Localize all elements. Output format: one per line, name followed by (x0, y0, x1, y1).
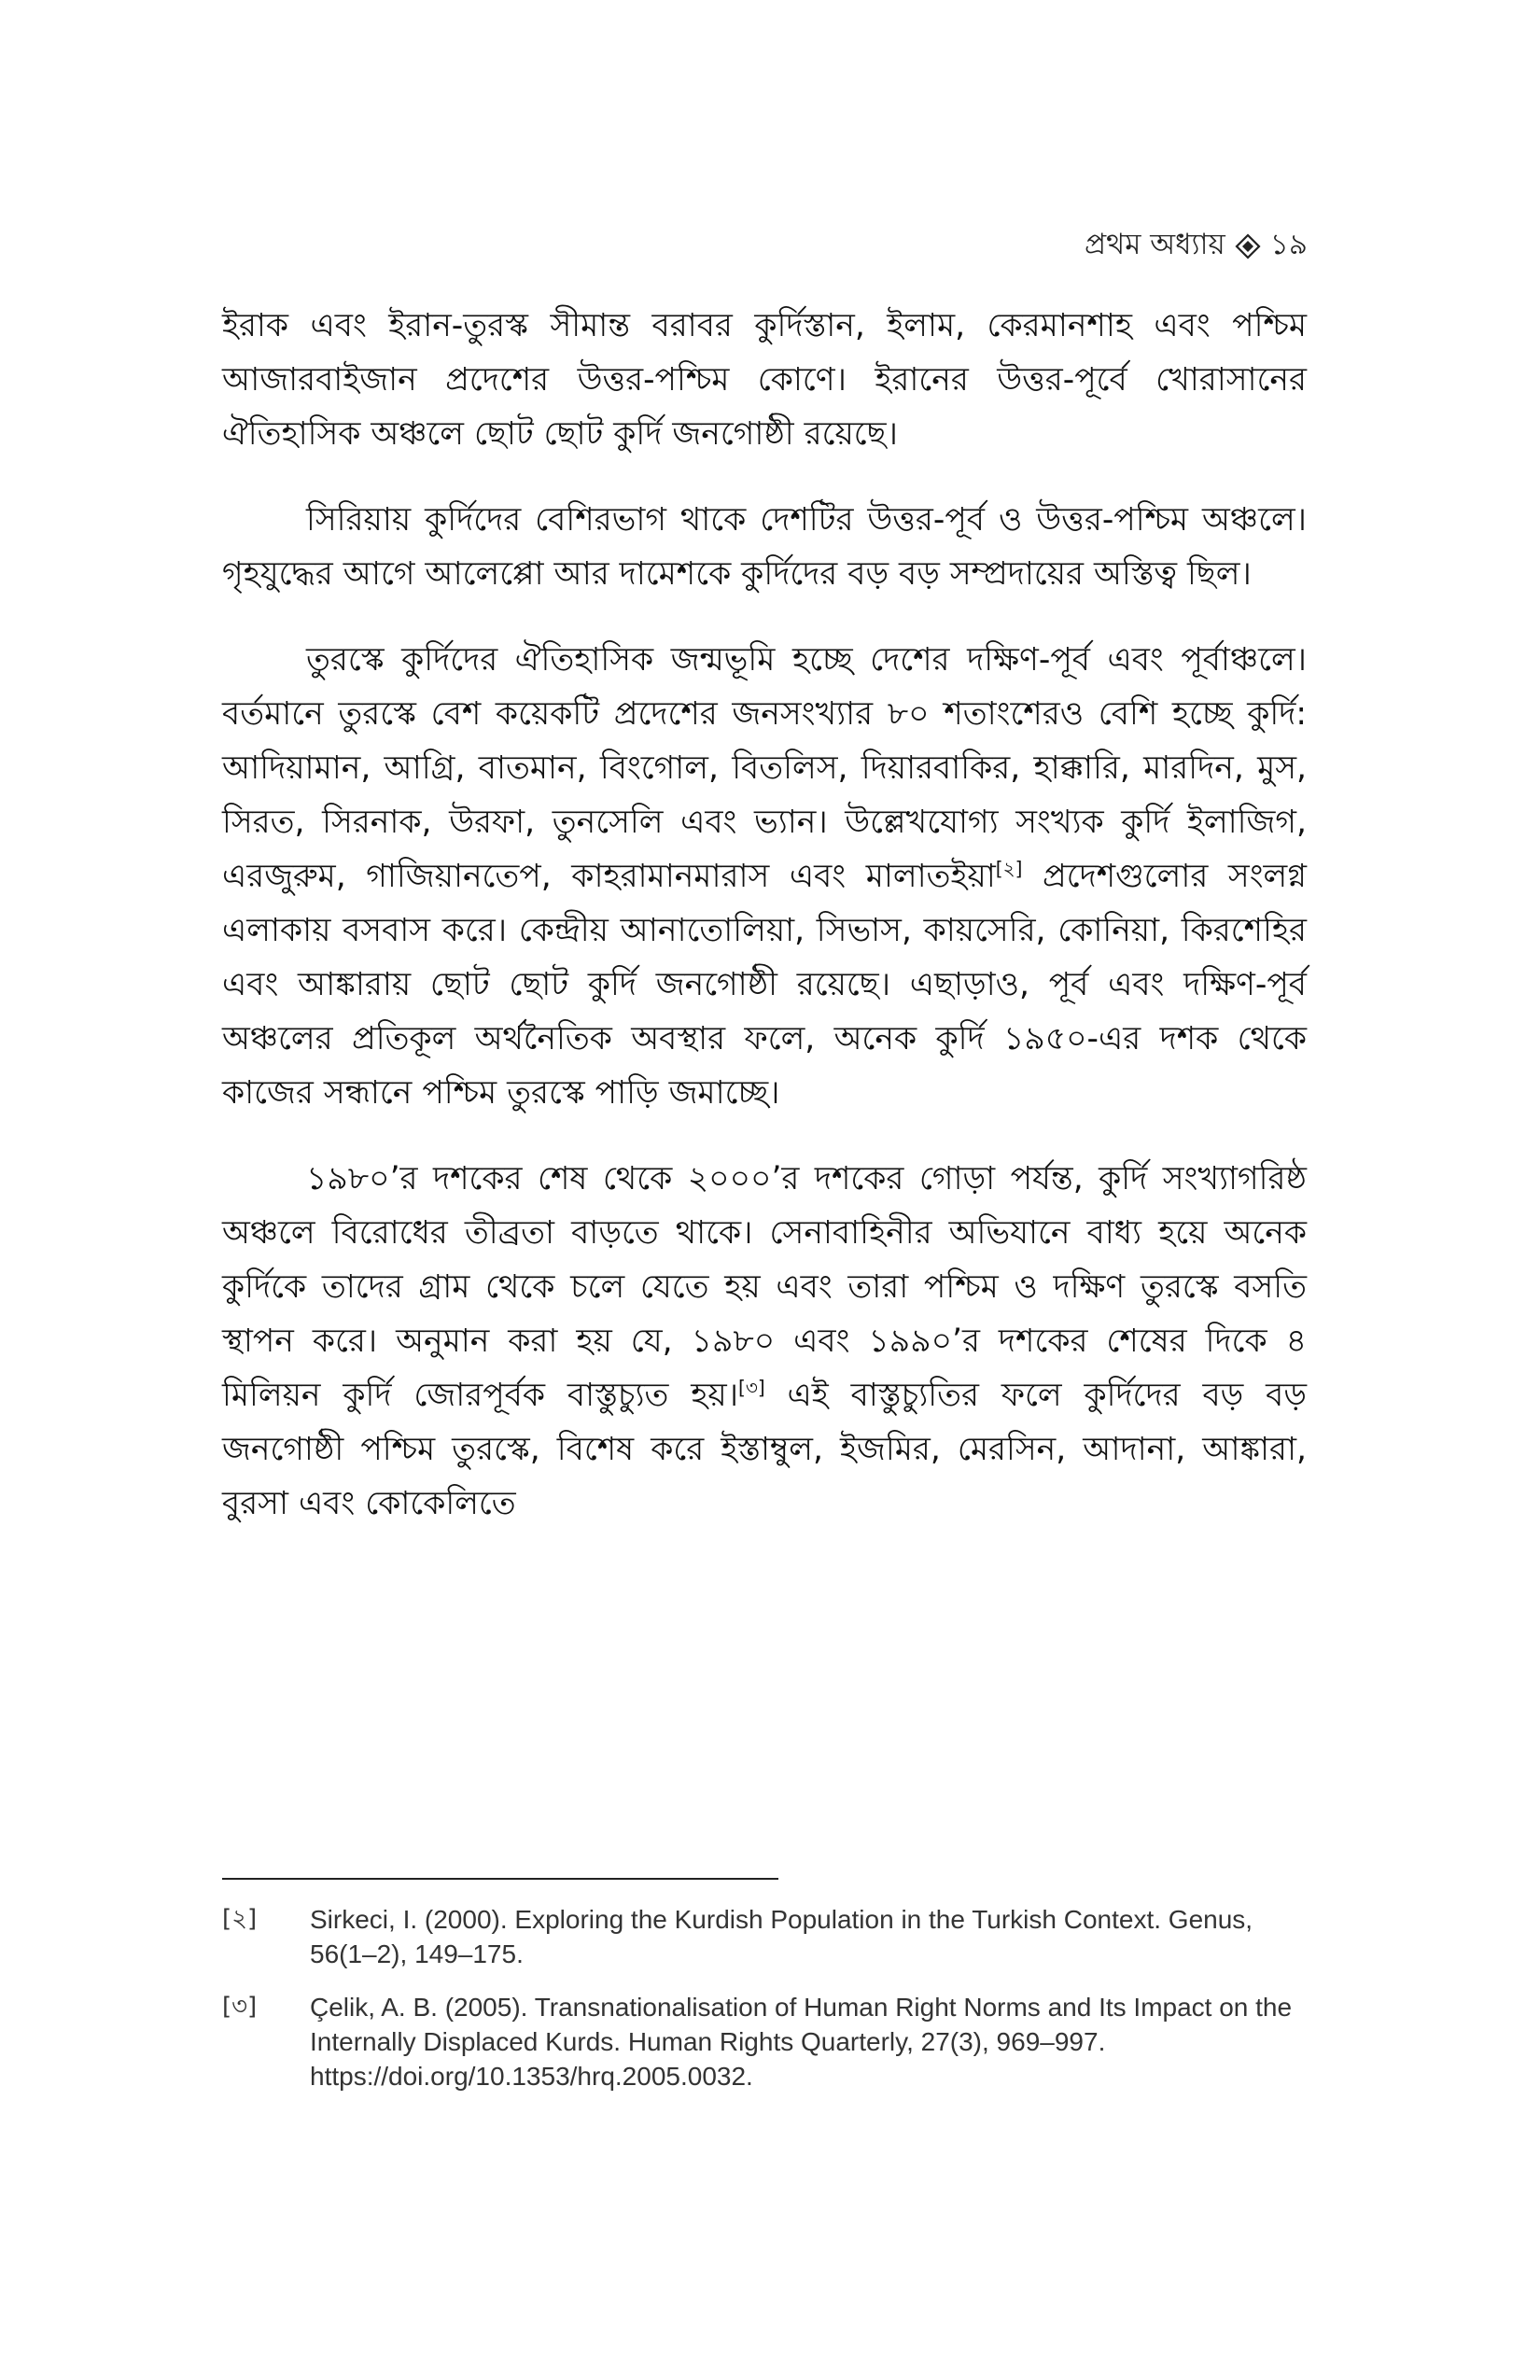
paragraph-text: প্রদেশগুলোর সংলগ্ন এলাকায় বসবাস করে। কেন্দ্রীয় আনাতোলিয়া, সিভাস, কায়সেরি, কোনিয়া, কিরশেহির এবং আঙ্কারায় ছোট ছোট কুর্দি জনগোষ্ঠী রয়েছে। এছাড়াও, পূর্ব এবং দক্ষিণ-পূর্ব অঞ্চলের প্রতিকূল অর্থনৈতিক অবস্থার ফলে, অনেক কুর্দি ১৯৫০-এর দশক থেকে কাজের সন্ধানে পশ্চিম তুরস্কে পাড়ি জমাচ্ছে। (222, 858, 1307, 1112)
chapter-title: প্রথম অধ্যায় (1085, 228, 1225, 261)
running-head (1085, 222, 1308, 271)
footnote (222, 1990, 1307, 2093)
footnote-marker: [২] (222, 1905, 258, 1933)
footnote-marker: [৩] (222, 1993, 258, 2021)
footnotes (222, 1902, 1307, 2112)
footnote-text: Sirkeci, I. (2000). Exploring the Kurdish Population in the Turkish Context. Genus, 56(1–2), 149–175. (310, 1905, 1253, 1968)
paragraph (222, 1152, 1307, 1531)
paragraph-text: এই বাস্তুচ্যুতির ফলে কুর্দিদের বড় বড় জনগোষ্ঠী পশ্চিম তুরস্কে, বিশেষ করে ইস্তাম্বুল, ইজমির, মেরসিন, আদানা, আঙ্কারা, বুরসা এবং কোকেলিতে (222, 1377, 1307, 1522)
paragraph-text: তুরস্কে কুর্দিদের ঐতিহাসিক জন্মভূমি হচ্ছে দেশের দক্ষিণ-পূর্ব এবং পূর্বাঞ্চলে। বর্তমানে তুরস্কে বেশ কয়েকটি প্রদেশের জনসংখ্যার ৮০ শতাংশেরও বেশি হচ্ছে কুর্দি: আদিয়ামান, আগ্রি, বাতমান, বিংগোল, বিতলিস, দিয়ারবাকির, হাক্কারি, মারদিন, মুস, সিরত, সিরনাক, উরফা, তুনসেলি এবং ভ্যান। উল্লেখযোগ্য সংখ্যক কুর্দি ইলাজিগ, এরজুরুম, গাজিয়ানতেপ, কাহরামানমারাস এবং মালাতইয়া (222, 641, 1307, 895)
paragraph: ইরাক এবং ইরান-তুরস্ক সীমান্ত বরাবর কুর্দিস্তান, ইলাম, কেরমানশাহ এবং পশ্চিম আজারবাইজান প্রদেশের উত্তর-পশ্চিম কোণে। ইরানের উত্তর-পূর্বে খোরাসানের ঐতিহাসিক অঞ্চলে ছোট ছোট কুর্দি জনগোষ্ঠী রয়েছে। (222, 307, 1307, 453)
page-number: ১৯ (1269, 228, 1308, 261)
footnote-ref[interactable]: [৩] (738, 1376, 765, 1399)
paragraph (222, 633, 1307, 1120)
footnote-text: Çelik, A. B. (2005). Transnationalisation of Human Right Norms and Its Impact on the Internally Displaced Kurds. Human Rights Quarterly, 27(3), 969–997. https://doi.org/10.1353/hrq.2005.0032. (310, 1993, 1293, 2091)
paragraph: সিরিয়ায় কুর্দিদের বেশিরভাগ থাকে দেশটির উত্তর-পূর্ব ও উত্তর-পশ্চিম অঞ্চলে। গৃহযুদ্ধের আগে আলেপ্পো আর দামেশকে কুর্দিদের বড় বড় সম্প্রদায়ের অস্তিত্ব ছিল। (222, 501, 1307, 593)
diamond-icon (1235, 233, 1261, 259)
paragraph-text: ১৯৮০’র দশকের শেষ থেকে ২০০০’র দশকের গোড়া পর্যন্ত, কুর্দি সংখ্যাগরিষ্ঠ অঞ্চলে বিরোধের তীব্রতা বাড়তে থাকে। সেনাবাহিনীর অভিযানে বাধ্য হয়ে অনেক কুর্দিকে তাদের গ্রাম থেকে চলে যেতে হয় এবং তারা পশ্চিম ও দক্ষিণ তুরস্কে বসতি স্থাপন করে। অনুমান করা হয় যে, ১৯৮০ এবং ১৯৯০’র দশকের শেষের দিকে ৪ মিলিয়ন কুর্দি জোরপূর্বক বাস্তুচ্যুত হয়। (222, 1160, 1307, 1414)
footnote-divider (222, 1878, 778, 1880)
footnote (222, 1902, 1307, 1971)
footnote-ref[interactable]: [২] (995, 857, 1023, 880)
body-text (222, 299, 1307, 1562)
